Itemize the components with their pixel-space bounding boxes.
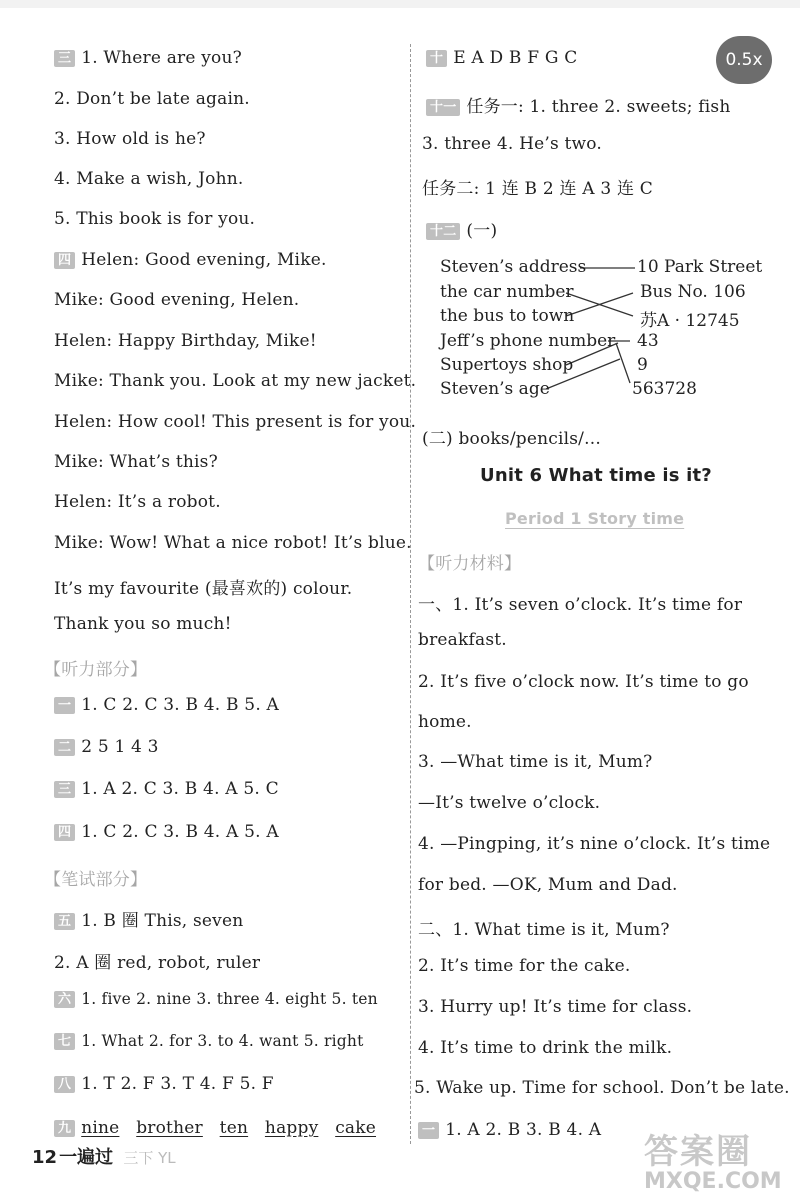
unit-title: Unit 6 What time is it? [480,465,712,486]
answer-line: 三 1. Where are you? [54,48,242,68]
script-line: 2. It’s five o’clock now. It’s time to go [418,672,749,692]
script-line: 二、1. What time is it, Mum? [418,920,670,940]
answer-line: 5. This book is for you. [54,209,256,229]
match-left-item: Supertoys shop [440,355,574,375]
answer-line: 四 Helen: Good evening, Mike. [54,250,327,270]
watermark [644,1124,794,1200]
dialogue-line: It’s my favourite (最喜欢的) colour. [54,579,353,599]
top-band [0,0,800,8]
section-tag: 三 [54,50,75,67]
script-line: for bed. —OK, Mum and Dad. [418,875,678,895]
answer-word: brother [136,1118,203,1138]
column-divider [410,44,411,1144]
answer-line: 五 1. B 圈 This, seven [54,906,243,931]
answer-line: 3. three 4. He’s two. [422,134,603,154]
answer-word: ten [219,1118,249,1138]
script-line: 4. It’s time to drink the milk. [418,1038,673,1058]
section-tag: 十 [426,50,447,67]
match-left-item: the bus to town [440,306,575,326]
section-tag: 九 [54,1120,75,1137]
answer-line: 七 1. What 2. for 3. to 4. want 5. right [54,1032,364,1050]
match-left-item: Jeff’s phone number [440,331,616,351]
section-tag: 十二 [426,223,460,240]
answer-line: 四 1. C 2. C 3. B 4. A 5. A [54,822,279,842]
dialogue-line: Mike: Wow! What a nice robot! It’s blue. [54,533,412,553]
dialogue-line: Helen: How cool! This present is for you. [54,412,417,432]
answer-word: nine [81,1118,120,1138]
answer-line: 任务二: 1 连 B 2 连 A 3 连 C [422,179,653,199]
script-line: 5. Wake up. Time for school. Don’t be late. [414,1078,790,1098]
section-header: 【笔试部分】 [44,870,148,890]
page-number: 12 [32,1147,58,1168]
script-line: —It’s twelve o’clock. [418,793,601,813]
match-left-item: the car number [440,282,574,302]
section-tag: 四 [54,824,75,841]
section-tag: 一 [54,697,75,714]
answer-line: 六 1. five 2. nine 3. three 4. eight 5. ten [54,990,378,1008]
section-tag: 四 [54,252,75,269]
period-title: Period 1 Story time [505,509,685,528]
answer-line: 一 1. A 2. B 3. B 4. A [418,1120,601,1140]
section-tag: 八 [54,1076,75,1093]
match-right-item: 10 Park Street [637,257,763,277]
answer-line: (二) books/pencils/... [422,429,601,449]
section-header: 【听力部分】 [44,660,148,680]
answer-line: 2. A 圈 red, robot, ruler [54,953,261,973]
answer-line: 3. How old is he? [54,129,206,149]
script-line: 2. It’s time for the cake. [418,956,631,976]
match-right-item: 563728 [632,379,697,399]
dialogue-line: Mike: What’s this? [54,452,218,472]
match-right-item: 9 [637,355,648,375]
section-tag: 十一 [426,99,460,116]
match-right-item: 苏A · 12745 [640,311,740,331]
watermark-url: MXQE.COM [644,1169,782,1194]
watermark-text: 答案圈 [644,1132,752,1172]
script-line: 3. Hurry up! It’s time for class. [418,997,693,1017]
match-left-item: Steven’s address [440,257,587,277]
answer-line: 十 E A D B F G C [426,48,577,68]
section-tag: 二 [54,739,75,756]
zoom-button[interactable]: 0.5x [716,36,772,84]
answer-line: 4. Make a wish, John. [54,169,244,189]
answer-line: 八 1. T 2. F 3. T 4. F 5. F [54,1074,274,1094]
brand-logo: 一遍过 [59,1147,114,1168]
dialogue-line: Helen: Happy Birthday, Mike! [54,331,317,351]
dialogue-line: Mike: Thank you. Look at my new jacket. [54,371,417,391]
answer-line: 2. Don’t be late again. [54,89,250,109]
dialogue-line: Mike: Good evening, Helen. [54,290,300,310]
section-tag: 三 [54,781,75,798]
script-line: 4. —Pingping, it’s nine o’clock. It’s time [418,834,771,854]
answer-line: 十一 任务一: 1. three 2. sweets; fish [426,92,731,117]
match-right-item: 43 [637,331,659,351]
edition-label: 三下 YL [123,1149,176,1167]
answer-line: 十二 (一) [426,216,497,241]
script-line: home. [418,712,472,732]
script-line: 3. —What time is it, Mum? [418,752,653,772]
dialogue-line: Helen: It’s a robot. [54,492,221,512]
match-right-item: Bus No. 106 [640,282,746,302]
script-line: 一、1. It’s seven o’clock. It’s time for [418,595,743,615]
answer-line: 二 2 5 1 4 3 [54,737,159,757]
page-footer [32,1143,176,1169]
match-line [616,343,630,383]
answer-word: happy [264,1118,319,1138]
answer-line [54,1118,376,1138]
dialogue-line: Thank you so much! [54,614,232,634]
answer-word: cake [335,1118,377,1138]
section-tag: 六 [54,991,75,1008]
answer-line: 三 1. A 2. C 3. B 4. A 5. C [54,779,279,799]
section-tag: 五 [54,913,75,930]
section-tag: 七 [54,1033,75,1050]
match-left-item: Steven’s age [440,379,550,399]
script-line: breakfast. [418,630,507,650]
section-header: 【听力材料】 [418,554,522,574]
section-tag: 一 [418,1122,439,1139]
matching-diagram [440,255,770,405]
answer-line: 一 1. C 2. C 3. B 4. B 5. A [54,695,279,715]
